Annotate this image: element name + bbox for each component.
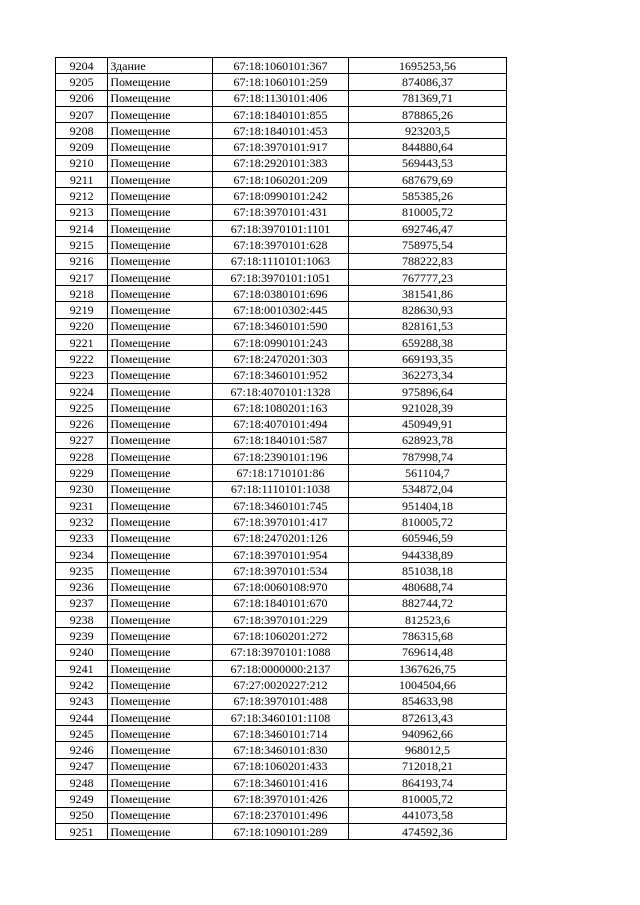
row-number-cell: 9239 xyxy=(56,628,108,644)
row-number-cell: 9233 xyxy=(56,530,108,546)
cadastral-number-cell: 67:18:0000000:2137 xyxy=(213,660,349,676)
row-number-cell: 9240 xyxy=(56,644,108,660)
row-number-cell: 9250 xyxy=(56,807,108,823)
cadastral-number-cell: 67:18:2470201:303 xyxy=(213,351,349,367)
table-row xyxy=(56,709,507,725)
cadastral-value-cell: 882744,72 xyxy=(348,595,506,611)
cadastral-value-cell: 874086,37 xyxy=(348,74,506,90)
object-type-cell: Помещение xyxy=(108,693,213,709)
cadastral-number-cell: 67:18:0380101:696 xyxy=(213,286,349,302)
row-number-cell: 9249 xyxy=(56,791,108,807)
row-number-cell: 9208 xyxy=(56,123,108,139)
cadastral-number-cell: 67:18:3460101:1108 xyxy=(213,709,349,725)
object-type-cell: Помещение xyxy=(108,383,213,399)
object-type-cell: Помещение xyxy=(108,595,213,611)
table-row xyxy=(56,481,507,497)
row-number-cell: 9215 xyxy=(56,237,108,253)
row-number-cell: 9231 xyxy=(56,498,108,514)
object-type-cell: Помещение xyxy=(108,204,213,220)
table-row xyxy=(56,367,507,383)
object-type-cell: Помещение xyxy=(108,253,213,269)
table-row xyxy=(56,823,507,839)
row-number-cell: 9232 xyxy=(56,514,108,530)
row-number-cell: 9220 xyxy=(56,318,108,334)
cadastral-number-cell: 67:18:0990101:243 xyxy=(213,335,349,351)
cadastral-number-cell: 67:18:3460101:714 xyxy=(213,726,349,742)
table-row xyxy=(56,383,507,399)
object-type-cell: Помещение xyxy=(108,432,213,448)
cadastral-number-cell: 67:18:1060201:272 xyxy=(213,628,349,644)
cadastral-value-cell: 1695253,56 xyxy=(348,58,506,74)
row-number-cell: 9217 xyxy=(56,269,108,285)
object-type-cell: Помещение xyxy=(108,351,213,367)
row-number-cell: 9212 xyxy=(56,188,108,204)
table-row xyxy=(56,286,507,302)
table-row xyxy=(56,726,507,742)
row-number-cell: 9229 xyxy=(56,465,108,481)
table-row xyxy=(56,579,507,595)
row-number-cell: 9228 xyxy=(56,449,108,465)
cadastral-number-cell: 67:18:3970101:1101 xyxy=(213,220,349,236)
row-number-cell: 9227 xyxy=(56,432,108,448)
table-row xyxy=(56,269,507,285)
object-type-cell: Помещение xyxy=(108,416,213,432)
object-type-cell: Помещение xyxy=(108,775,213,791)
cadastral-value-cell: 569443,53 xyxy=(348,155,506,171)
cadastral-number-cell: 67:18:2390101:196 xyxy=(213,449,349,465)
cadastral-number-cell: 67:18:2370101:496 xyxy=(213,807,349,823)
cadastral-value-cell: 381541,86 xyxy=(348,286,506,302)
row-number-cell: 9251 xyxy=(56,823,108,839)
table-row xyxy=(56,498,507,514)
row-number-cell: 9247 xyxy=(56,758,108,774)
table-row xyxy=(56,693,507,709)
row-number-cell: 9242 xyxy=(56,677,108,693)
row-number-cell: 9206 xyxy=(56,90,108,106)
table-row xyxy=(56,742,507,758)
cadastral-value-cell: 450949,91 xyxy=(348,416,506,432)
cadastral-number-cell: 67:18:3460101:590 xyxy=(213,318,349,334)
cadastral-value-cell: 474592,36 xyxy=(348,823,506,839)
row-number-cell: 9226 xyxy=(56,416,108,432)
cadastral-value-cell: 872613,43 xyxy=(348,709,506,725)
cadastral-value-cell: 944338,89 xyxy=(348,546,506,562)
cadastral-value-cell: 854633,98 xyxy=(348,693,506,709)
cadastral-value-cell: 810005,72 xyxy=(348,514,506,530)
table-row xyxy=(56,90,507,106)
table-row xyxy=(56,237,507,253)
cadastral-number-cell: 67:18:0010302:445 xyxy=(213,302,349,318)
table-row xyxy=(56,318,507,334)
cadastral-value-cell: 787998,74 xyxy=(348,449,506,465)
object-type-cell: Помещение xyxy=(108,660,213,676)
table-row xyxy=(56,253,507,269)
row-number-cell: 9246 xyxy=(56,742,108,758)
cadastral-value-cell: 605946,59 xyxy=(348,530,506,546)
table-row xyxy=(56,416,507,432)
cadastral-number-cell: 67:18:3970101:628 xyxy=(213,237,349,253)
table-row xyxy=(56,595,507,611)
object-type-cell: Помещение xyxy=(108,791,213,807)
cadastral-value-cell: 921028,39 xyxy=(348,400,506,416)
cadastral-number-cell: 67:18:0990101:242 xyxy=(213,188,349,204)
object-type-cell: Помещение xyxy=(108,106,213,122)
cadastral-number-cell: 67:18:1110101:1063 xyxy=(213,253,349,269)
table-row xyxy=(56,188,507,204)
cadastral-value-cell: 828161,53 xyxy=(348,318,506,334)
table-row xyxy=(56,758,507,774)
object-type-cell: Помещение xyxy=(108,644,213,660)
row-number-cell: 9234 xyxy=(56,546,108,562)
cadastral-number-cell: 67:18:2920101:383 xyxy=(213,155,349,171)
table-row xyxy=(56,220,507,236)
row-number-cell: 9245 xyxy=(56,726,108,742)
table-row xyxy=(56,123,507,139)
row-number-cell: 9225 xyxy=(56,400,108,416)
cadastral-number-cell: 67:18:1840101:670 xyxy=(213,595,349,611)
object-type-cell: Помещение xyxy=(108,449,213,465)
object-type-cell: Помещение xyxy=(108,335,213,351)
cadastral-value-cell: 812523,6 xyxy=(348,612,506,628)
cadastral-value-table xyxy=(55,57,507,840)
table-row xyxy=(56,155,507,171)
cadastral-number-cell: 67:18:3460101:416 xyxy=(213,775,349,791)
cadastral-value-cell: 1367626,75 xyxy=(348,660,506,676)
cadastral-number-cell: 67:18:3970101:417 xyxy=(213,514,349,530)
cadastral-value-cell: 951404,18 xyxy=(348,498,506,514)
table-row xyxy=(56,465,507,481)
object-type-cell: Помещение xyxy=(108,758,213,774)
cadastral-value-cell: 968012,5 xyxy=(348,742,506,758)
cadastral-value-cell: 975896,64 xyxy=(348,383,506,399)
object-type-cell: Помещение xyxy=(108,302,213,318)
table-row xyxy=(56,791,507,807)
table-row xyxy=(56,400,507,416)
table-row xyxy=(56,449,507,465)
row-number-cell: 9221 xyxy=(56,335,108,351)
table-row xyxy=(56,807,507,823)
object-type-cell: Помещение xyxy=(108,400,213,416)
object-type-cell: Помещение xyxy=(108,481,213,497)
table-row xyxy=(56,335,507,351)
cadastral-value-cell: 940962,66 xyxy=(348,726,506,742)
row-number-cell: 9205 xyxy=(56,74,108,90)
cadastral-number-cell: 67:18:1840101:587 xyxy=(213,432,349,448)
cadastral-value-cell: 362273,34 xyxy=(348,367,506,383)
object-type-cell: Помещение xyxy=(108,498,213,514)
row-number-cell: 9241 xyxy=(56,660,108,676)
row-number-cell: 9244 xyxy=(56,709,108,725)
table-row xyxy=(56,172,507,188)
table-row xyxy=(56,612,507,628)
object-type-cell: Помещение xyxy=(108,188,213,204)
cadastral-value-cell: 480688,74 xyxy=(348,579,506,595)
table-row xyxy=(56,563,507,579)
row-number-cell: 9216 xyxy=(56,253,108,269)
cadastral-number-cell: 67:18:3460101:745 xyxy=(213,498,349,514)
row-number-cell: 9248 xyxy=(56,775,108,791)
object-type-cell: Помещение xyxy=(108,807,213,823)
object-type-cell: Помещение xyxy=(108,465,213,481)
row-number-cell: 9204 xyxy=(56,58,108,74)
row-number-cell: 9236 xyxy=(56,579,108,595)
row-number-cell: 9238 xyxy=(56,612,108,628)
cadastral-number-cell: 67:18:3970101:488 xyxy=(213,693,349,709)
cadastral-value-cell: 788222,83 xyxy=(348,253,506,269)
object-type-cell: Помещение xyxy=(108,172,213,188)
row-number-cell: 9213 xyxy=(56,204,108,220)
cadastral-number-cell: 67:18:1090101:289 xyxy=(213,823,349,839)
cadastral-number-cell: 67:18:3970101:1051 xyxy=(213,269,349,285)
row-number-cell: 9222 xyxy=(56,351,108,367)
object-type-cell: Помещение xyxy=(108,220,213,236)
cadastral-number-cell: 67:18:4070101:494 xyxy=(213,416,349,432)
object-type-cell: Помещение xyxy=(108,546,213,562)
object-type-cell: Помещение xyxy=(108,90,213,106)
object-type-cell: Помещение xyxy=(108,530,213,546)
cadastral-value-cell: 561104,7 xyxy=(348,465,506,481)
cadastral-value-cell: 585385,26 xyxy=(348,188,506,204)
cadastral-number-cell: 67:18:1710101:86 xyxy=(213,465,349,481)
table-row xyxy=(56,546,507,562)
cadastral-number-cell: 67:18:1060101:367 xyxy=(213,58,349,74)
table-row xyxy=(56,530,507,546)
row-number-cell: 9209 xyxy=(56,139,108,155)
cadastral-number-cell: 67:18:3970101:954 xyxy=(213,546,349,562)
row-number-cell: 9243 xyxy=(56,693,108,709)
cadastral-value-cell: 659288,38 xyxy=(348,335,506,351)
cadastral-value-cell: 864193,74 xyxy=(348,775,506,791)
object-type-cell: Помещение xyxy=(108,612,213,628)
cadastral-number-cell: 67:18:3460101:830 xyxy=(213,742,349,758)
object-type-cell: Помещение xyxy=(108,367,213,383)
cadastral-value-cell: 810005,72 xyxy=(348,204,506,220)
cadastral-number-cell: 67:18:3970101:431 xyxy=(213,204,349,220)
cadastral-value-cell: 441073,58 xyxy=(348,807,506,823)
object-type-cell: Помещение xyxy=(108,742,213,758)
cadastral-number-cell: 67:18:1060201:209 xyxy=(213,172,349,188)
table-row xyxy=(56,677,507,693)
object-type-cell: Помещение xyxy=(108,709,213,725)
cadastral-number-cell: 67:18:3970101:229 xyxy=(213,612,349,628)
cadastral-value-cell: 878865,26 xyxy=(348,106,506,122)
cadastral-number-cell: 67:27:0020227:212 xyxy=(213,677,349,693)
object-type-cell: Помещение xyxy=(108,237,213,253)
cadastral-number-cell: 67:18:1060201:433 xyxy=(213,758,349,774)
table-row xyxy=(56,139,507,155)
cadastral-value-cell: 692746,47 xyxy=(348,220,506,236)
table-row xyxy=(56,58,507,74)
table-row xyxy=(56,302,507,318)
object-type-cell: Помещение xyxy=(108,628,213,644)
row-number-cell: 9207 xyxy=(56,106,108,122)
cadastral-number-cell: 67:18:3970101:917 xyxy=(213,139,349,155)
cadastral-number-cell: 67:18:1080201:163 xyxy=(213,400,349,416)
object-type-cell: Помещение xyxy=(108,823,213,839)
table-row xyxy=(56,432,507,448)
object-type-cell: Помещение xyxy=(108,123,213,139)
cadastral-number-cell: 67:18:3970101:426 xyxy=(213,791,349,807)
cadastral-value-cell: 923203,5 xyxy=(348,123,506,139)
cadastral-number-cell: 67:18:3970101:1088 xyxy=(213,644,349,660)
cadastral-number-cell: 67:18:3460101:952 xyxy=(213,367,349,383)
row-number-cell: 9223 xyxy=(56,367,108,383)
cadastral-value-cell: 828630,93 xyxy=(348,302,506,318)
object-type-cell: Помещение xyxy=(108,74,213,90)
row-number-cell: 9211 xyxy=(56,172,108,188)
cadastral-value-cell: 669193,35 xyxy=(348,351,506,367)
row-number-cell: 9218 xyxy=(56,286,108,302)
cadastral-value-cell: 781369,71 xyxy=(348,90,506,106)
object-type-cell: Помещение xyxy=(108,514,213,530)
object-type-cell: Помещение xyxy=(108,269,213,285)
object-type-cell: Помещение xyxy=(108,563,213,579)
cadastral-value-cell: 534872,04 xyxy=(348,481,506,497)
object-type-cell: Помещение xyxy=(108,286,213,302)
object-type-cell: Здание xyxy=(108,58,213,74)
table-row xyxy=(56,660,507,676)
cadastral-value-cell: 1004504,66 xyxy=(348,677,506,693)
cadastral-value-cell: 687679,69 xyxy=(348,172,506,188)
cadastral-value-cell: 712018,21 xyxy=(348,758,506,774)
object-type-cell: Помещение xyxy=(108,139,213,155)
row-number-cell: 9224 xyxy=(56,383,108,399)
table-row xyxy=(56,351,507,367)
table-row xyxy=(56,106,507,122)
table-body xyxy=(56,58,507,840)
cadastral-value-cell: 844880,64 xyxy=(348,139,506,155)
cadastral-number-cell: 67:18:0060108:970 xyxy=(213,579,349,595)
row-number-cell: 9214 xyxy=(56,220,108,236)
row-number-cell: 9210 xyxy=(56,155,108,171)
table-row xyxy=(56,514,507,530)
table-row xyxy=(56,775,507,791)
cadastral-number-cell: 67:18:1840101:855 xyxy=(213,106,349,122)
cadastral-number-cell: 67:18:1110101:1038 xyxy=(213,481,349,497)
row-number-cell: 9230 xyxy=(56,481,108,497)
cadastral-number-cell: 67:18:1130101:406 xyxy=(213,90,349,106)
cadastral-number-cell: 67:18:1060101:259 xyxy=(213,74,349,90)
object-type-cell: Помещение xyxy=(108,579,213,595)
row-number-cell: 9219 xyxy=(56,302,108,318)
cadastral-value-cell: 628923,78 xyxy=(348,432,506,448)
table-row xyxy=(56,74,507,90)
table-row xyxy=(56,204,507,220)
object-type-cell: Помещение xyxy=(108,677,213,693)
cadastral-number-cell: 67:18:1840101:453 xyxy=(213,123,349,139)
cadastral-number-cell: 67:18:3970101:534 xyxy=(213,563,349,579)
table-row xyxy=(56,628,507,644)
cadastral-number-cell: 67:18:2470201:126 xyxy=(213,530,349,546)
row-number-cell: 9235 xyxy=(56,563,108,579)
cadastral-value-cell: 758975,54 xyxy=(348,237,506,253)
object-type-cell: Помещение xyxy=(108,155,213,171)
object-type-cell: Помещение xyxy=(108,318,213,334)
cadastral-value-cell: 786315,68 xyxy=(348,628,506,644)
cadastral-value-cell: 810005,72 xyxy=(348,791,506,807)
row-number-cell: 9237 xyxy=(56,595,108,611)
object-type-cell: Помещение xyxy=(108,726,213,742)
cadastral-value-cell: 769614,48 xyxy=(348,644,506,660)
table-row xyxy=(56,644,507,660)
cadastral-value-cell: 767777,23 xyxy=(348,269,506,285)
cadastral-number-cell: 67:18:4070101:1328 xyxy=(213,383,349,399)
cadastral-value-cell: 851038,18 xyxy=(348,563,506,579)
